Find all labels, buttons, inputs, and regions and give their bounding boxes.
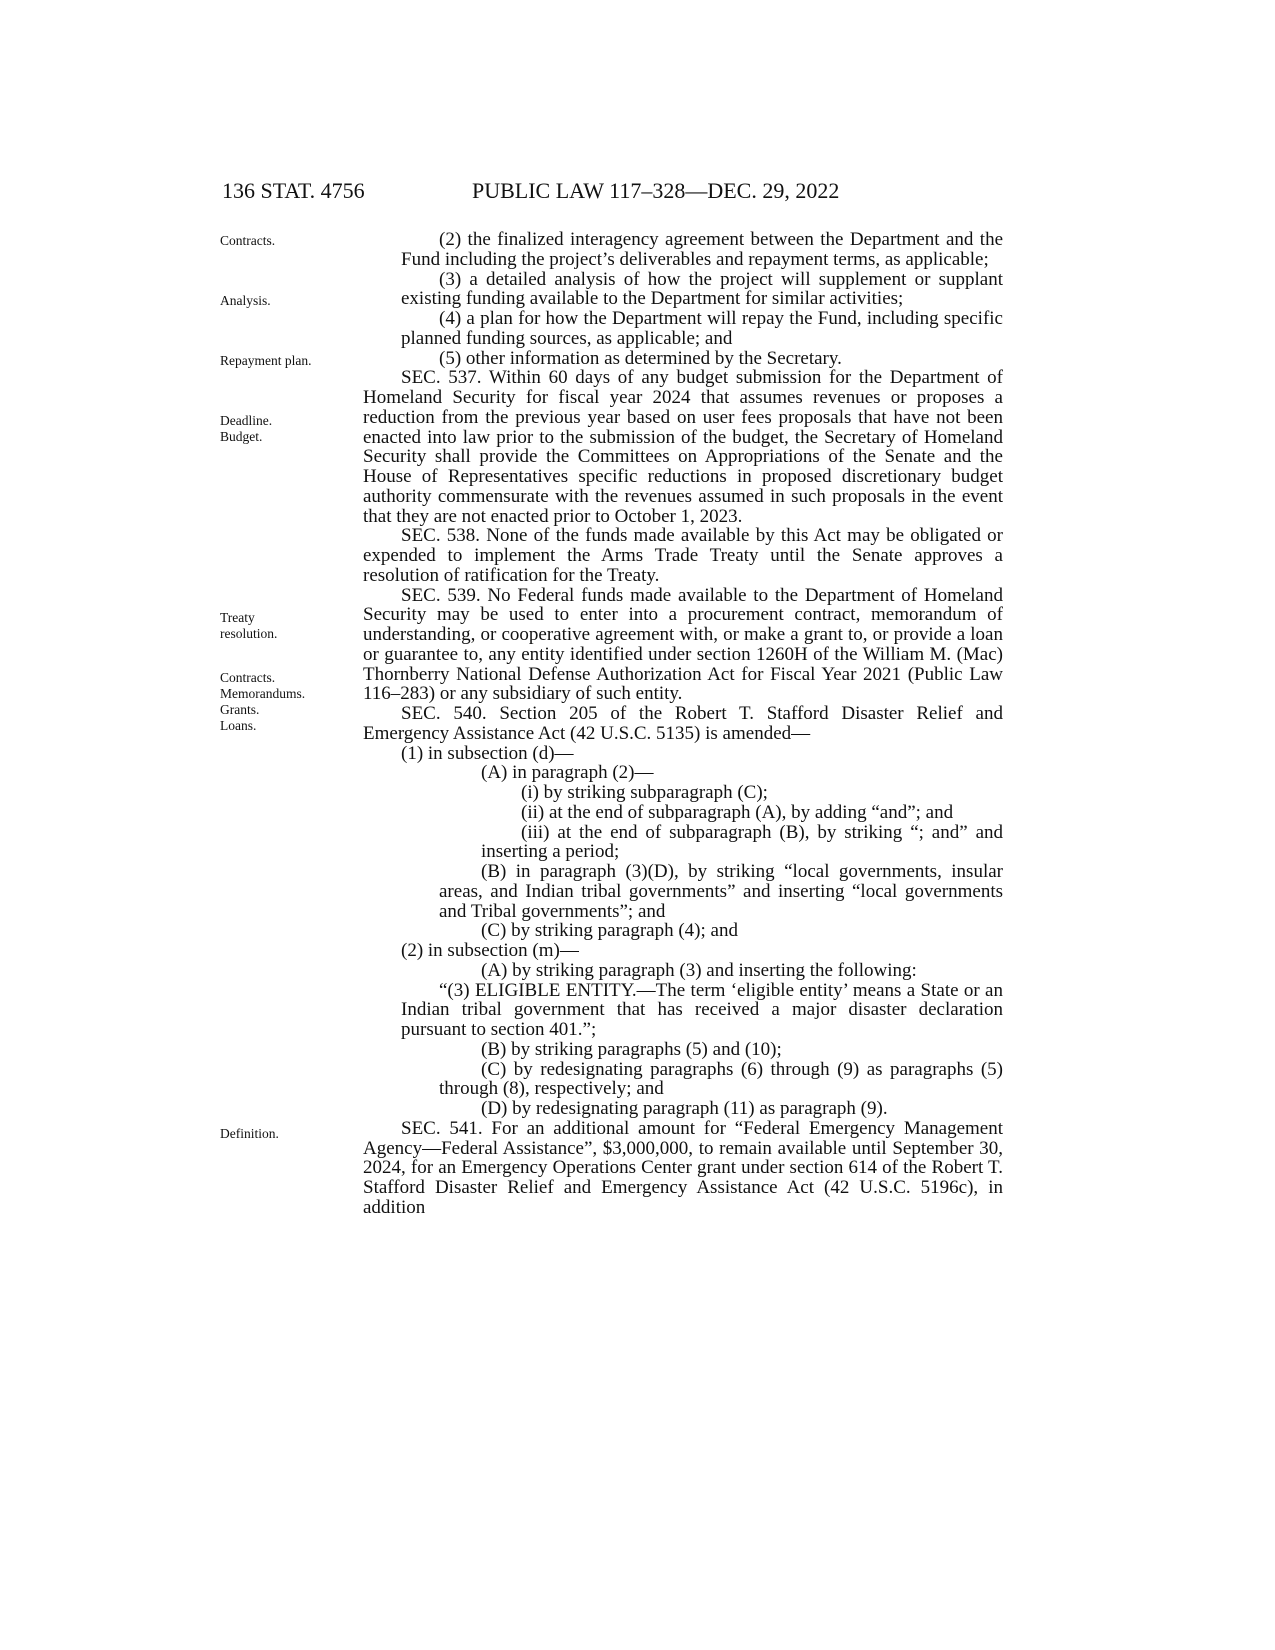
clause-540-2d: (D) by redesignating paragraph (11) as paragraph (9).: [481, 1098, 888, 1119]
paragraph-2: (2) the finalized interagency agreement between the Department and the Fund including the project’s deliverables and repayment terms, as applicable;: [401, 229, 1003, 270]
clause-540-1a-i: (i) by striking subparagraph (C);: [521, 782, 768, 803]
statute-body: [363, 230, 1003, 1218]
clause-540-1a-iii: (iii) at the end of subparagraph (B), by striking “; and” and inserting a period;: [481, 821, 1003, 863]
section-538: SEC. 538. None of the funds made available by this Act may be obligated or expended to implement the Arms Trade Treaty until the Senate approves a resolution of ratification for the Treaty.: [363, 525, 1003, 586]
section-539: SEC. 539. No Federal funds made available to the Department of Homeland Security may be used to enter into a procurement contract, memorandum of understanding, or cooperative agreement with, or make a grant to, or provide a loan or guarantee to, any entity identified under section 1260H of the William M. (Mac) Thornberry National Defense Authorization Act for Fiscal Year 2021 (Public Law 116–283) or any subsidiary of such entity.: [363, 584, 1003, 705]
clause-540-1b: (B) in paragraph (3)(D), by striking “local governments, insular areas, and Indian tribal governments” and inserting “local governments and Tribal governments”; and: [439, 861, 1003, 922]
definition-eligible-entity: “(3) ELIGIBLE ENTITY.—The term ‘eligible entity’ means a State or an Indian tribal government that has received a major disaster declaration pursuant to section 401.”;: [401, 979, 1003, 1040]
section-label: SEC. 541.: [401, 1117, 483, 1139]
section-540: SEC. 540. Section 205 of the Robert T. Stafford Disaster Relief and Emergency Assistance Act (42 U.S.C. 5135) is amended—: [363, 703, 1003, 744]
margin-note: Repayment plan.: [220, 353, 312, 368]
margin-note: Analysis.: [220, 293, 271, 308]
margin-note: Contracts.: [220, 233, 276, 248]
clause-540-2a: (A) by striking paragraph (3) and inserting the following:: [481, 959, 917, 981]
margin-note: Deadline.: [220, 413, 273, 428]
section-label: SEC. 540.: [401, 703, 487, 724]
margin-note: Memorandums.: [220, 686, 306, 701]
section-label: SEC. 537.: [401, 367, 482, 389]
margin-note: Grants.: [220, 702, 260, 717]
section-541: SEC. 541. For an additional amount for “Federal Emergency Management Agency—Federal Assistance”, $3,000,000, to remain available until September 30, 2024, for an Emergency Operations Center grant under section 614 of the Robert T. Stafford Disaster Relief and Emergency Assistance Act (42 U.S.C. 5196c), in addition: [363, 1117, 1004, 1218]
margin-note: resolution.: [220, 626, 278, 641]
clause-540-2: (2) in subsection (m)—: [401, 940, 579, 961]
paragraph-4: (4) a plan for how the Department will repay the Fund, including specific planned funding sources, as applicable; and: [401, 308, 1003, 349]
page-header: [222, 178, 922, 212]
margin-note: Contracts.: [220, 670, 276, 685]
clause-540-2b: (B) by striking paragraphs (5) and (10);: [481, 1038, 782, 1060]
clause-540-2c: (C) by redesignating paragraphs (6) through (9) as paragraphs (5) through (8), respectively; and: [439, 1058, 1003, 1100]
margin-note: Budget.: [220, 429, 263, 444]
margin-note: Loans.: [220, 718, 257, 733]
paragraph-5: (5) other information as determined by the Secretary.: [439, 347, 842, 369]
clause-540-1c: (C) by striking paragraph (4); and: [481, 920, 738, 942]
section-537: SEC. 537. Within 60 days of any budget submission for the Department of Homeland Security for fiscal year 2024 that assumes revenues or proposes a reduction from the previous year based on user fees proposals that have not been enacted into law prior to the submission of the budget, the Secretary of Homeland Security shall provide the Committees on Appropriations of the Senate and the House of Representatives specific reductions in proposed discretionary budget authority commensurate with the revenues assumed in such proposals in the event that they are not enacted prior to October 1, 2023.: [363, 367, 1003, 527]
section-label: SEC. 539.: [401, 584, 481, 606]
defined-term: ELIGIBLE ENTITY.: [474, 979, 637, 1001]
section-label: SEC. 538.: [401, 525, 481, 547]
paragraph-3: (3) a detailed analysis of how the project will supplement or supplant existing funding available to the Department for similar activities;: [401, 268, 1003, 310]
stat-page-number: 136 STAT. 4756: [222, 178, 365, 203]
margin-note: Definition.: [220, 1126, 279, 1141]
margin-note: Treaty: [220, 610, 255, 625]
clause-540-1: (1) in subsection (d)—: [401, 742, 574, 764]
public-law-title: PUBLIC LAW 117–328—DEC. 29, 2022: [472, 178, 840, 203]
clause-540-1a: (A) in paragraph (2)—: [481, 762, 654, 784]
clause-540-1a-ii: (ii) at the end of subparagraph (A), by adding “and”; and: [521, 801, 954, 823]
